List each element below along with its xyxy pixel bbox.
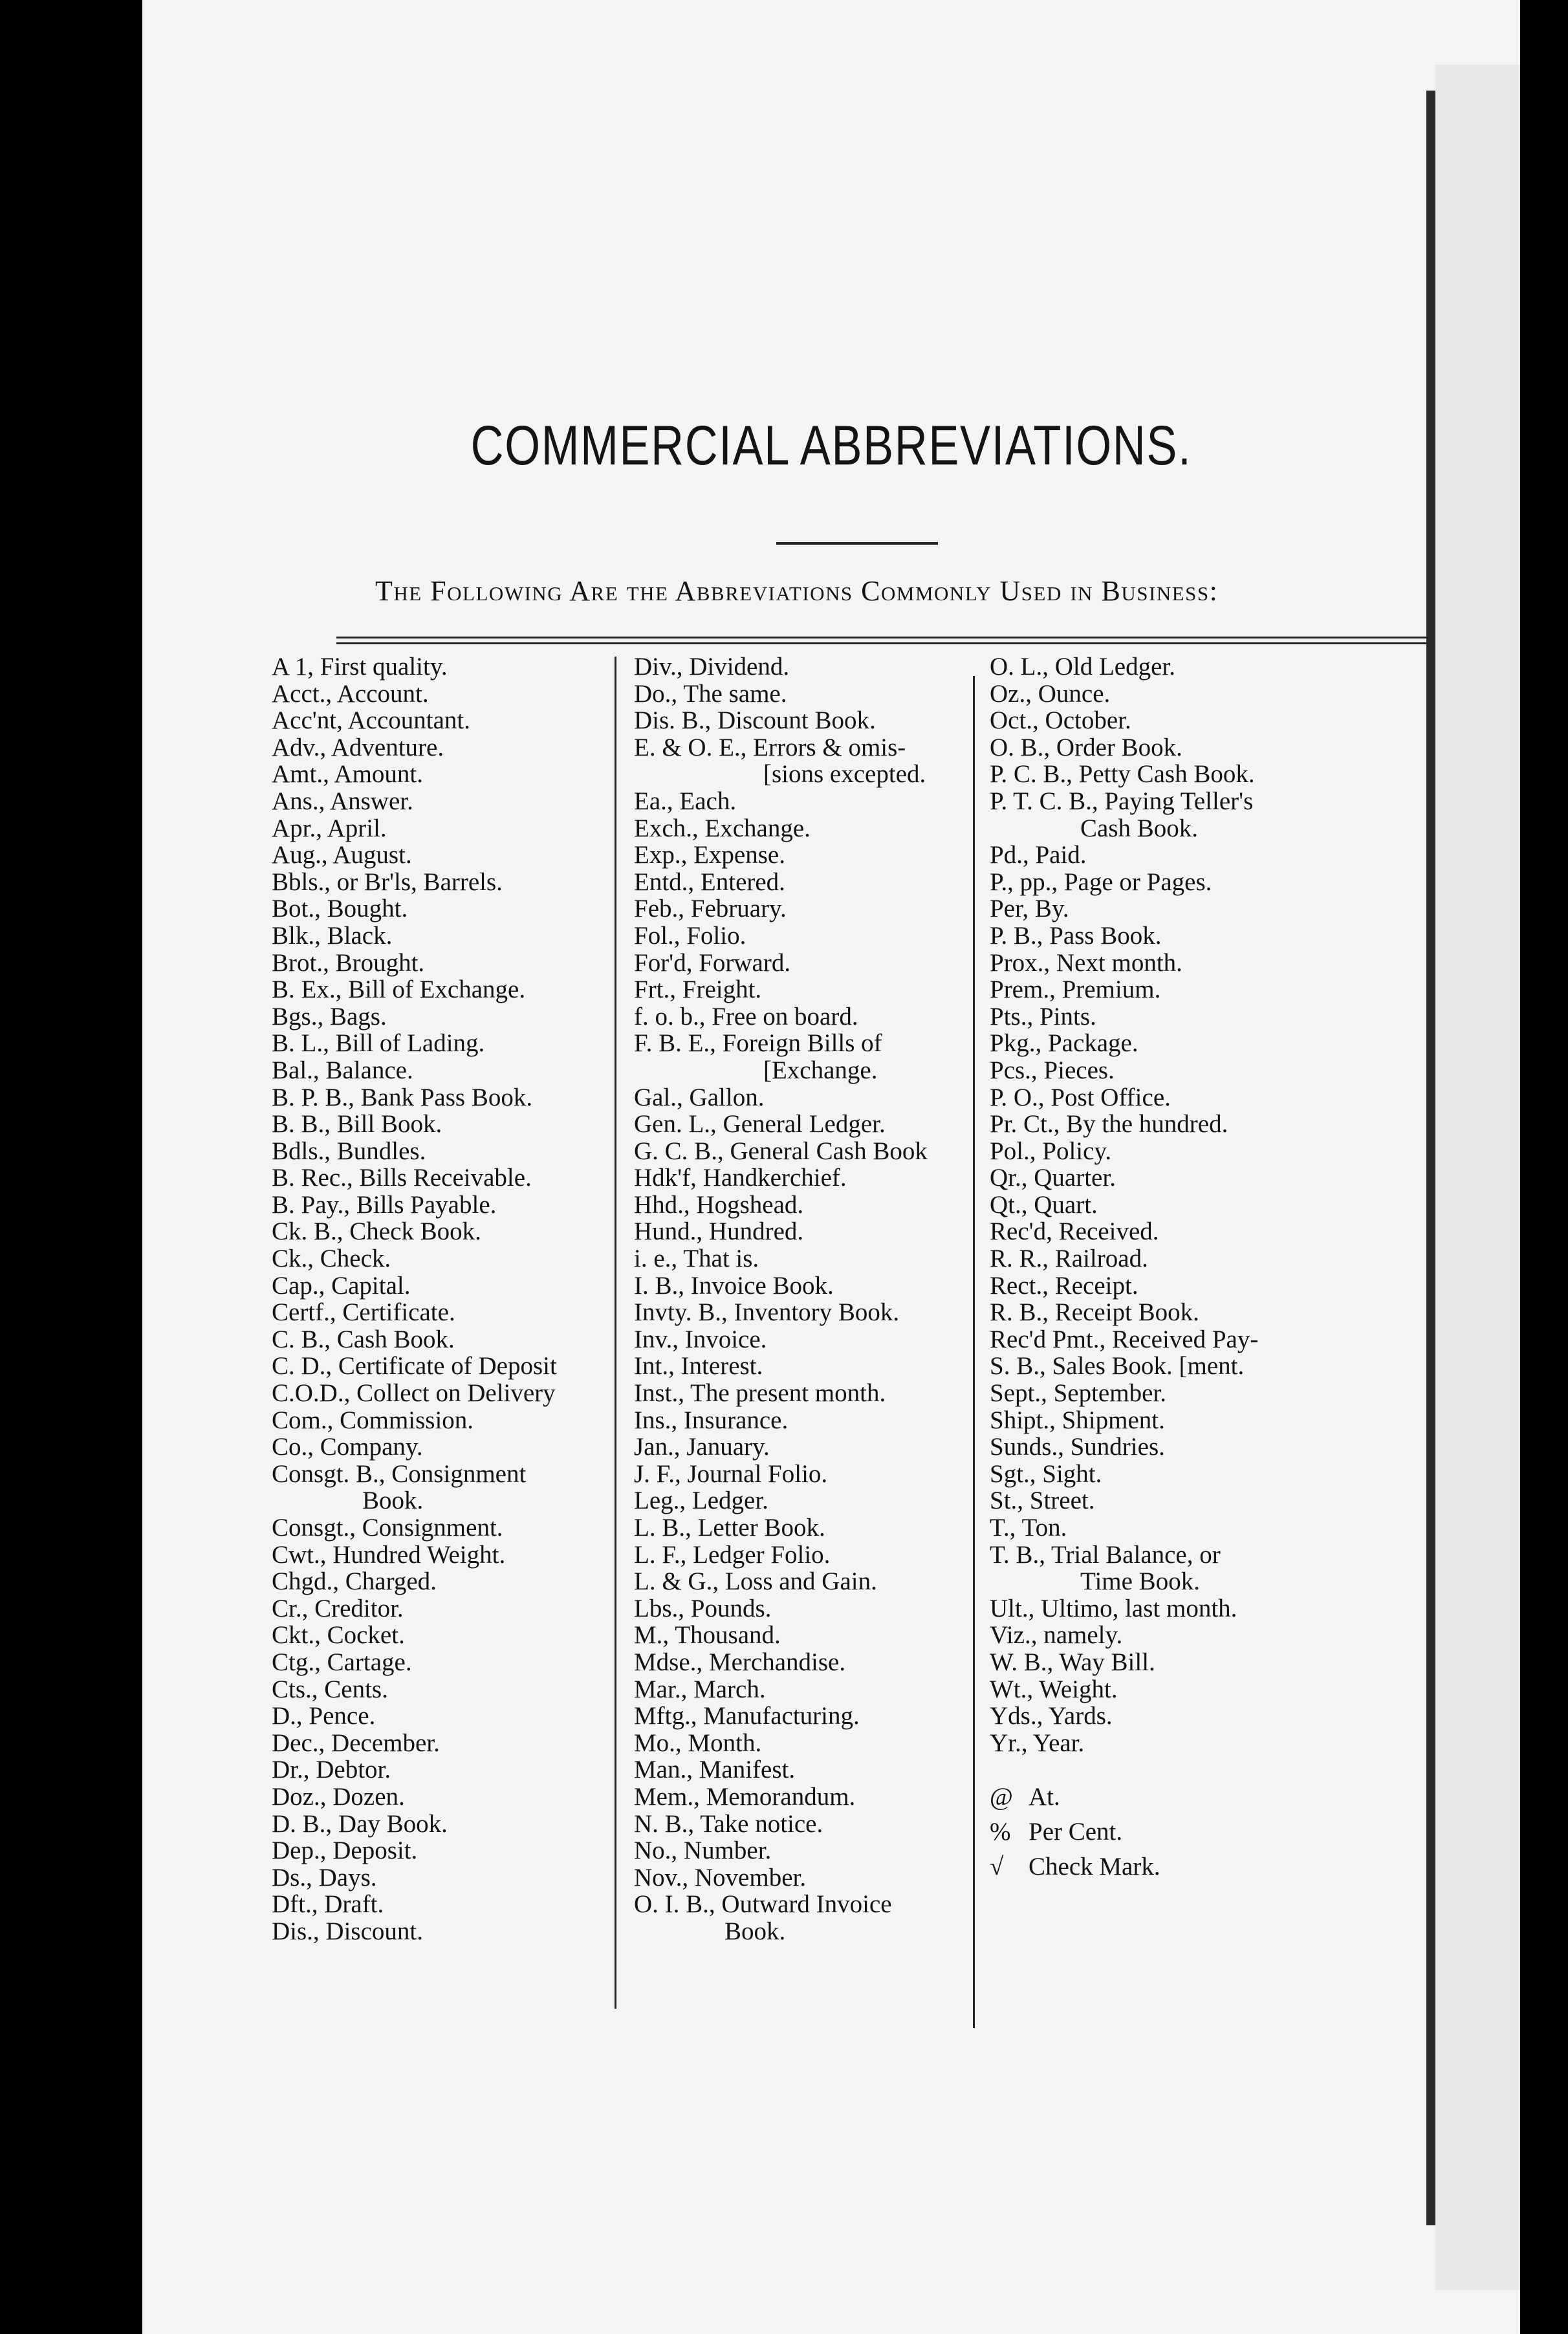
abbreviation-entry: F. B. E., Foreign Bills of [634, 1029, 882, 1058]
abbreviation-entry: Nov., November. [634, 1863, 807, 1892]
abbreviation-entry: Ckt., Cocket. [272, 1621, 405, 1650]
abbreviation-entry: Ea., Each. [634, 787, 737, 815]
abbreviation-entry: Pd., Paid. [990, 841, 1087, 869]
abbreviation-entry: Entd., Entered. [634, 867, 785, 896]
symbol-entry [990, 1853, 1258, 1881]
abbreviation-column-1 [272, 653, 557, 1945]
abbreviation-entry: B. Pay., Bills Payable. [272, 1190, 497, 1219]
abbreviation-entry: Gal., Gallon. [634, 1083, 765, 1111]
abbreviation-entry: Frt., Freight. [634, 976, 762, 1004]
abbreviation-entry: Bal., Balance. [272, 1056, 413, 1084]
abbreviation-entry: P. O., Post Office. [990, 1083, 1171, 1111]
abbreviation-entry: Leg., Ledger. [634, 1487, 768, 1515]
abbreviation-entry: Wt., Weight. [990, 1675, 1118, 1703]
abbreviation-entry: No., Number. [634, 1837, 772, 1865]
abbreviation-entry: Certf., Certificate. [272, 1298, 455, 1327]
abbreviation-entry: B. B., Bill Book. [272, 1110, 442, 1139]
page-subtitle: The Following Are the Abbreviations Commonly Used in Business: [375, 575, 1219, 607]
abbreviation-entry: Inv., Invoice. [634, 1325, 767, 1353]
abbreviation-entry: Feb., February. [634, 895, 787, 923]
abbreviation-entry: Bdls., Bundles. [272, 1137, 426, 1165]
abbreviation-entry: Yr., Year. [990, 1729, 1085, 1757]
abbreviation-entry: Fol., Folio. [634, 921, 746, 950]
abbreviation-entry: Dr., Debtor. [272, 1756, 391, 1784]
abbreviation-entry: Sunds., Sundries. [990, 1433, 1165, 1461]
abbreviation-entry: W. B., Way Bill. [990, 1648, 1155, 1676]
spacer [990, 1756, 1258, 1783]
abbreviation-entry: Consgt. B., Consignment [272, 1459, 527, 1488]
symbol-entry [990, 1818, 1258, 1846]
abbreviation-entry: Do., The same. [634, 679, 787, 708]
abbreviation-entry: T. B., Trial Balance, or [990, 1540, 1221, 1569]
abbreviation-entry: O. I. B., Outward Invoice [634, 1890, 892, 1919]
abbreviation-entry: Amt., Amount. [272, 760, 424, 789]
abbreviation-entry: Ans., Answer. [272, 787, 413, 815]
abbreviation-entry: Hhd., Hogshead. [634, 1190, 804, 1219]
abbreviation-entry: Acct., Account. [272, 679, 429, 708]
abbreviation-entry: Div., Dividend. [634, 653, 790, 681]
abbreviation-entry: Bot., Bought. [272, 895, 408, 923]
abbreviation-column-3 [990, 653, 1258, 1880]
abbreviation-entry: J. F., Journal Folio. [634, 1459, 828, 1488]
abbreviation-entry: Dis., Discount. [272, 1917, 423, 1945]
abbreviation-entry: Co., Company. [272, 1433, 423, 1461]
abbreviation-entry: Jan., January. [634, 1433, 770, 1461]
abbreviation-entry: Mftg., Manufacturing. [634, 1702, 860, 1730]
abbreviation-entry: Pts., Pints. [990, 1002, 1096, 1031]
header-double-rule [336, 637, 1501, 644]
abbreviation-entry: D., Pence. [272, 1702, 376, 1730]
abbreviation-entry: Ck., Check. [272, 1245, 391, 1273]
abbreviation-entry: L. B., Letter Book. [634, 1514, 825, 1542]
abbreviation-entry: Lbs., Pounds. [634, 1594, 772, 1622]
abbreviation-entry: Ult., Ultimo, last month. [990, 1594, 1237, 1622]
abbreviation-entry: L. & G., Loss and Gain. [634, 1567, 877, 1596]
abbreviation-entry: Time Book. [1080, 1567, 1200, 1596]
abbreviation-entry: Book. [362, 1487, 424, 1515]
abbreviation-entry: Brot., Brought. [272, 948, 425, 977]
column-divider [615, 657, 616, 2009]
abbreviation-entry: Invty. B., Inventory Book. [634, 1298, 900, 1327]
abbreviation-entry: Rec'd, Received. [990, 1217, 1159, 1246]
abbreviation-entry: Rect., Receipt. [990, 1271, 1138, 1300]
abbreviation-entry: Qr., Quarter. [990, 1164, 1116, 1192]
abbreviation-entry: Adv., Adventure. [272, 733, 444, 761]
book-page [142, 0, 1520, 2334]
abbreviation-entry: Pkg., Package. [990, 1029, 1138, 1058]
symbol-meaning: At. [1029, 1783, 1060, 1811]
abbreviation-entry: Cash Book. [1080, 814, 1199, 842]
abbreviation-entry: Mem., Memorandum. [634, 1782, 856, 1811]
page-edge [1426, 91, 1435, 2225]
abbreviation-entry: Ck. B., Check Book. [272, 1217, 481, 1246]
abbreviation-entry: Sgt., Sight. [990, 1459, 1102, 1488]
abbreviation-entry: B. L., Bill of Lading. [272, 1029, 485, 1058]
abbreviation-entry: Oz., Ounce. [990, 679, 1111, 708]
abbreviation-entry: [Exchange. [763, 1056, 878, 1084]
abbreviation-entry: Bbls., or Br'ls, Barrels. [272, 867, 503, 896]
abbreviation-entry: I. B., Invoice Book. [634, 1271, 834, 1300]
symbol-entry [990, 1783, 1258, 1811]
abbreviation-entry: Prem., Premium. [990, 976, 1161, 1004]
abbreviation-entry: Bgs., Bags. [272, 1002, 387, 1031]
symbol-meaning: Check Mark. [1029, 1852, 1160, 1881]
abbreviation-entry: Rec'd Pmt., Received Pay- [990, 1325, 1259, 1353]
abbreviation-entry: Inst., The present month. [634, 1379, 886, 1408]
abbreviation-entry: Cap., Capital. [272, 1271, 411, 1300]
abbreviation-entry: Cwt., Hundred Weight. [272, 1540, 506, 1569]
abbreviation-entry: Ins., Insurance. [634, 1406, 789, 1434]
abbreviation-entry: C. B., Cash Book. [272, 1325, 455, 1353]
abbreviation-entry: Pr. Ct., By the hundred. [990, 1110, 1228, 1139]
abbreviation-entry: Blk., Black. [272, 921, 393, 950]
abbreviation-entry: Viz., namely. [990, 1621, 1123, 1650]
abbreviation-entry: Mdse., Merchandise. [634, 1648, 846, 1676]
abbreviation-entry: Man., Manifest. [634, 1756, 796, 1784]
symbol-glyph: @ [990, 1783, 1013, 1811]
abbreviation-entry: Dep., Deposit. [272, 1837, 418, 1865]
abbreviation-entry: Pcs., Pieces. [990, 1056, 1115, 1084]
abbreviation-entry: Aug., August. [272, 841, 412, 869]
abbreviation-entry: Chgd., Charged. [272, 1567, 437, 1596]
abbreviation-entry: T., Ton. [990, 1514, 1067, 1542]
symbol-glyph: % [990, 1817, 1011, 1846]
abbreviation-entry: Shipt., Shipment. [990, 1406, 1165, 1434]
abbreviation-entry: B. Rec., Bills Receivable. [272, 1164, 532, 1192]
abbreviation-entry: Yds., Yards. [990, 1702, 1113, 1730]
abbreviation-entry: P. B., Pass Book. [990, 921, 1162, 950]
abbreviation-entry: Book. [724, 1917, 786, 1945]
abbreviation-entry: Dft., Draft. [272, 1890, 384, 1919]
abbreviation-entry: Sept., September. [990, 1379, 1166, 1408]
abbreviation-entry: [sions excepted. [763, 760, 926, 789]
abbreviation-column-2 [634, 653, 928, 1945]
abbreviation-entry: f. o. b., Free on board. [634, 1002, 858, 1031]
abbreviation-entry: B. P. B., Bank Pass Book. [272, 1083, 533, 1111]
abbreviation-entry: M., Thousand. [634, 1621, 781, 1650]
symbol-meaning: Per Cent. [1029, 1817, 1123, 1846]
abbreviation-entry: Prox., Next month. [990, 948, 1182, 977]
abbreviation-entry: Int., Interest. [634, 1352, 763, 1380]
abbreviation-entry: Exch., Exchange. [634, 814, 811, 842]
abbreviation-entry: Consgt., Consignment. [272, 1514, 503, 1542]
abbreviation-entry: Ds., Days. [272, 1863, 377, 1892]
abbreviation-entry: Doz., Dozen. [272, 1782, 405, 1811]
abbreviation-entry: Per, By. [990, 895, 1069, 923]
abbreviation-entry: Cr., Creditor. [272, 1594, 404, 1622]
column-divider [973, 676, 975, 2028]
abbreviation-entry: C.O.D., Collect on Delivery [272, 1379, 556, 1408]
abbreviation-entry: Hund., Hundred. [634, 1217, 804, 1246]
abbreviation-entry: S. B., Sales Book. [ment. [990, 1352, 1245, 1380]
abbreviation-entry: D. B., Day Book. [272, 1809, 448, 1838]
abbreviation-entry: Qt., Quart. [990, 1190, 1098, 1219]
abbreviation-entry: Apr., April. [272, 814, 387, 842]
abbreviation-entry: For'd, Forward. [634, 948, 791, 977]
title-rule [776, 542, 938, 545]
abbreviation-entry: Gen. L., General Ledger. [634, 1110, 886, 1139]
abbreviation-entry: E. & O. E., Errors & omis- [634, 733, 906, 761]
abbreviation-entry: R. B., Receipt Book. [990, 1298, 1199, 1327]
abbreviation-entry: Pol., Policy. [990, 1137, 1112, 1165]
abbreviation-entry: St., Street. [990, 1487, 1095, 1515]
abbreviation-entry: Mar., March. [634, 1675, 766, 1703]
abbreviation-entry: P. T. C. B., Paying Teller's [990, 787, 1254, 815]
abbreviation-entry: P. C. B., Petty Cash Book. [990, 760, 1255, 789]
abbreviation-entry: L. F., Ledger Folio. [634, 1540, 831, 1569]
abbreviation-entry: Dis. B., Discount Book. [634, 706, 876, 735]
abbreviation-entry: O. L., Old Ledger. [990, 653, 1176, 681]
abbreviation-entry: Cts., Cents. [272, 1675, 388, 1703]
abbreviation-entry: O. B., Order Book. [990, 733, 1182, 761]
abbreviation-entry: C. D., Certificate of Deposit [272, 1352, 557, 1380]
abbreviation-entry: Hdk'f, Handkerchief. [634, 1164, 847, 1192]
abbreviation-entry: Dec., December. [272, 1729, 440, 1757]
abbreviation-entry: Com., Commission. [272, 1406, 474, 1434]
abbreviation-entry: i. e., That is. [634, 1245, 759, 1273]
adjacent-page-edge [1435, 65, 1520, 2290]
abbreviation-entry: R. R., Railroad. [990, 1245, 1148, 1273]
abbreviation-entry: G. C. B., General Cash Book [634, 1137, 928, 1165]
abbreviation-entry: Ctg., Cartage. [272, 1648, 412, 1676]
abbreviation-entry: Acc'nt, Accountant. [272, 706, 471, 735]
abbreviation-entry: A 1, First quality. [272, 653, 448, 681]
abbreviation-entry: N. B., Take notice. [634, 1809, 823, 1838]
page-title: COMMERCIAL ABBREVIATIONS. [470, 415, 1192, 477]
abbreviation-entry: P., pp., Page or Pages. [990, 867, 1212, 896]
abbreviation-entry: Oct., October. [990, 706, 1131, 735]
abbreviation-entry: Exp., Expense. [634, 841, 785, 869]
symbol-glyph: √ [990, 1852, 1004, 1881]
abbreviation-entry: Mo., Month. [634, 1729, 762, 1757]
abbreviation-entry: B. Ex., Bill of Exchange. [272, 976, 526, 1004]
